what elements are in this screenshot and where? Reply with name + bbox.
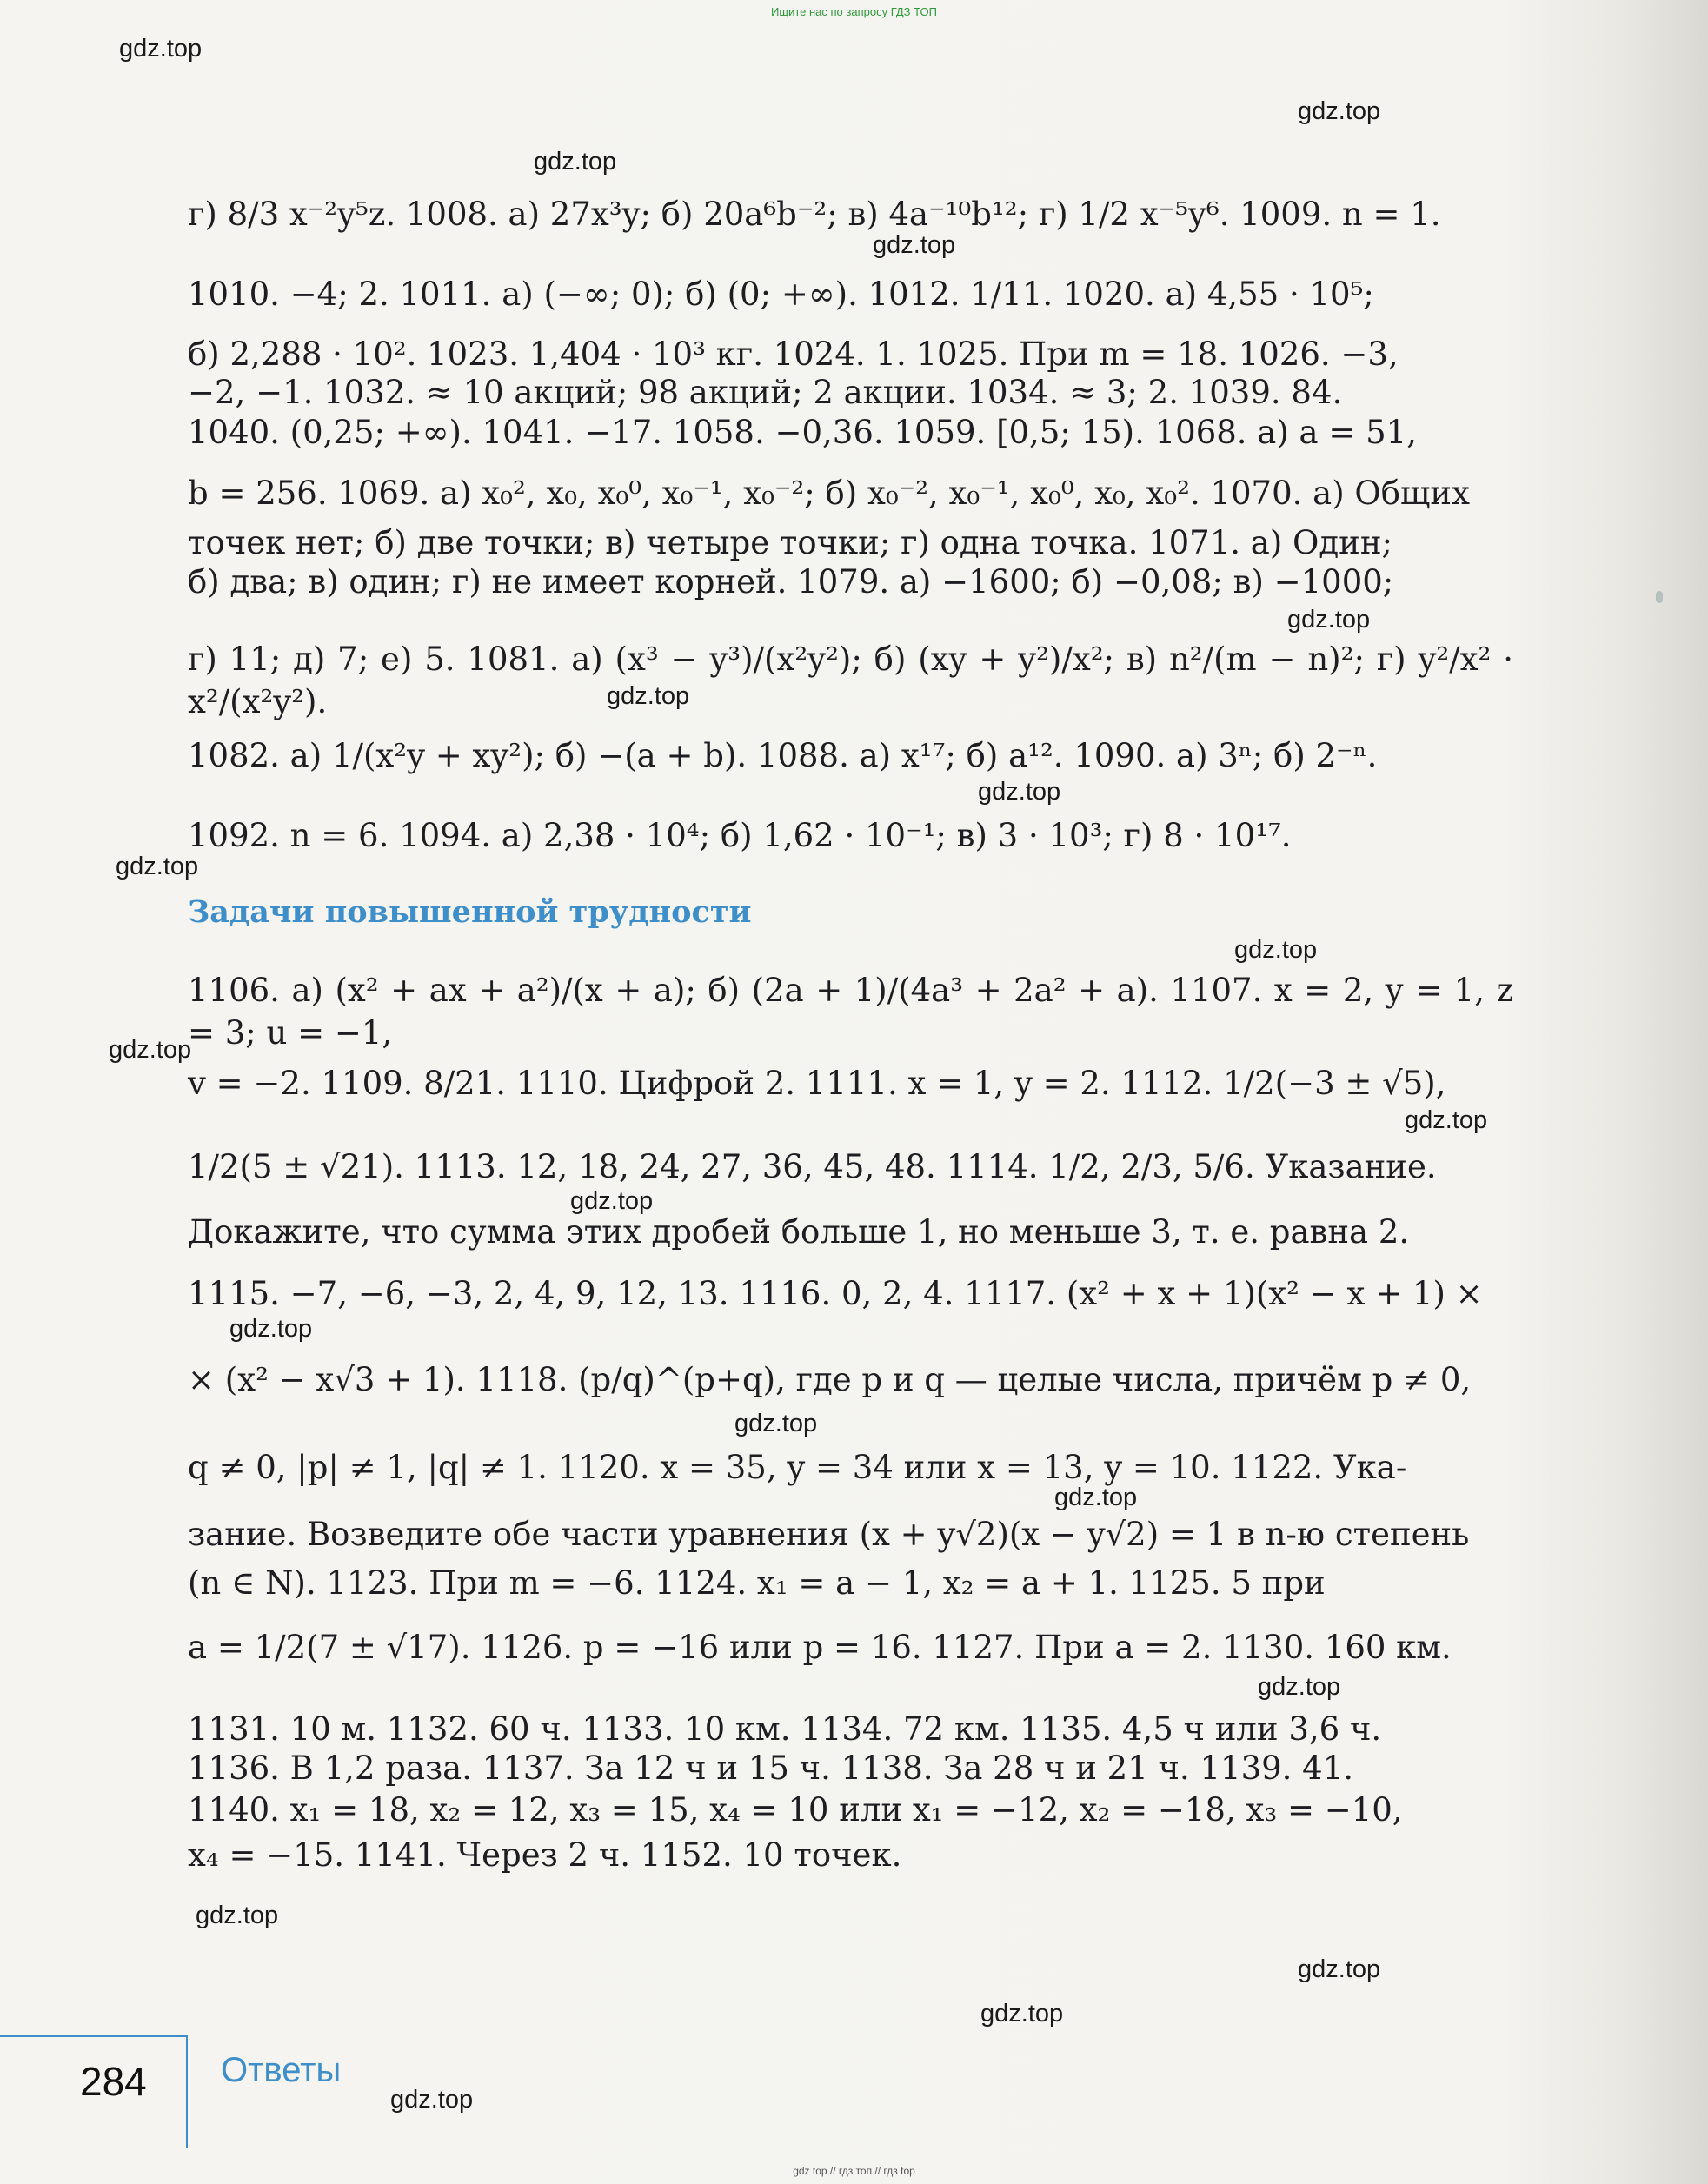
page-speck <box>1656 591 1663 603</box>
watermark: gdz.top <box>734 1410 818 1437</box>
answer-line: v = −2. 1109. 8/21. 1110. Цифрой 2. 1111. x = 1, y = 2. 1112. 1/2(−3 ± √5), <box>188 1065 1446 1102</box>
answer-line: 1/2(5 ± √21). 1113. 12, 18, 24, 27, 36, 45, 48. 1114. 1/2, 2/3, 5/6. Указание. <box>188 1148 1437 1185</box>
watermark: gdz.top <box>196 1902 279 1929</box>
watermark: gdz.top <box>978 778 1061 806</box>
watermark: gdz.top <box>1258 1673 1341 1701</box>
watermark: gdz.top <box>873 231 956 259</box>
answer-line: 1136. В 1,2 раза. 1137. За 12 ч и 15 ч. 1138. За 28 ч и 21 ч. 1139. 41. <box>188 1749 1354 1787</box>
answer-line: 1040. (0,25; +∞). 1041. −17. 1058. −0,36. 1059. [0,5; 15). 1068. а) a = 51, <box>188 414 1417 451</box>
answer-line: x₄ = −15. 1141. Через 2 ч. 1152. 10 точек. <box>188 1836 902 1874</box>
answer-line: × (x² − x√3 + 1). 1118. (p/q)^(p+q), где p и q — целые числа, причём p ≠ 0, <box>188 1361 1472 1398</box>
page-number: 284 <box>80 2059 147 2104</box>
watermark: gdz.top <box>1234 936 1318 964</box>
watermark: gdz.top <box>980 2000 1064 2028</box>
answer-line: точек нет; б) две точки; в) четыре точки; г) одна точка. 1071. а) Один; <box>188 524 1392 561</box>
watermark: gdz.top <box>1298 1955 1381 1983</box>
answer-line: зание. Возведите обе части уравнения (x + y√2)(x − y√2) = 1 в n-ю степень <box>188 1516 1470 1553</box>
watermark: gdz.top <box>607 682 690 710</box>
footer-rule <box>0 2035 186 2037</box>
answer-line: 1131. 10 м. 1132. 60 ч. 1133. 10 км. 1134. 72 км. 1135. 4,5 ч или 3,6 ч. <box>188 1710 1382 1748</box>
watermark: gdz.top <box>109 1036 192 1064</box>
answer-line: г) 11; д) 7; е) 5. 1081. а) (x³ − y³)/(x²y²); б) (xy + y²)/x²; в) n²/(m − n)²; г) y²/x² · x²/(x²y²). <box>188 641 1513 720</box>
answer-line: г) 8/3 x⁻²y⁵z. 1008. а) 27x³y; б) 20a⁶b⁻²; в) 4a⁻¹⁰b¹²; г) 1/2 x⁻⁵y⁶. 1009. n = 1. <box>188 196 1441 233</box>
section-heading: Задачи повышенной трудности <box>188 894 752 930</box>
watermark: gdz.top <box>390 2086 474 2114</box>
watermark: gdz.top <box>570 1187 654 1215</box>
answer-line: 1115. −7, −6, −3, 2, 4, 9, 12, 13. 1116. 0, 2, 4. 1117. (x² + x + 1)(x² − x + 1) × <box>188 1275 1483 1312</box>
watermark: gdz.top <box>1405 1106 1488 1134</box>
footer-section-title: Ответы <box>221 2051 342 2089</box>
answer-line: 1010. −4; 2. 1011. а) (−∞; 0); б) (0; +∞). 1012. 1/11. 1020. а) 4,55 · 10⁵; <box>188 275 1374 313</box>
bottom-banner: gdz top // гдз топ // гдз top <box>793 2165 915 2177</box>
watermark: gdz.top <box>1287 606 1371 634</box>
answer-line: 1082. а) 1/(x²y + xy²); б) −(a + b). 1088. а) x¹⁷; б) a¹². 1090. а) 3ⁿ; б) 2⁻ⁿ. <box>188 737 1378 774</box>
answer-line: Докажите, что сумма этих дробей больше 1, но меньше 3, т. е. равна 2. <box>188 1213 1410 1251</box>
answer-line: −2, −1. 1032. ≈ 10 акций; 98 акций; 2 акции. 1034. ≈ 3; 2. 1039. 84. <box>188 374 1343 411</box>
answer-line: б) два; в) один; г) не имеет корней. 1079. а) −1600; б) −0,08; в) −1000; <box>188 563 1394 601</box>
answer-line: 1106. а) (x² + ax + a²)/(x + a); б) (2a + 1)/(4a³ + 2a² + a). 1107. x = 2, y = 1, z = 3; u = −1, <box>188 972 1513 1052</box>
watermark: gdz.top <box>119 35 203 63</box>
answer-line: 1092. n = 6. 1094. а) 2,38 · 10⁴; б) 1,62 · 10⁻¹; в) 3 · 10³; г) 8 · 10¹⁷. <box>188 817 1292 854</box>
answer-line: q ≠ 0, |p| ≠ 1, |q| ≠ 1. 1120. x = 35, y = 34 или x = 13, y = 10. 1122. Ука- <box>188 1449 1407 1486</box>
watermark: gdz.top <box>116 853 199 880</box>
answer-line: a = 1/2(7 ± √17). 1126. p = −16 или p = 16. 1127. При a = 2. 1130. 160 км. <box>188 1629 1452 1666</box>
top-banner: Ищите нас по запросу ГДЗ ТОП <box>771 5 937 18</box>
answer-line: (n ∈ N). 1123. При m = −6. 1124. x₁ = a − 1, x₂ = a + 1. 1125. 5 при <box>188 1564 1326 1602</box>
footer-divider <box>186 2035 188 2148</box>
answer-line: b = 256. 1069. а) x₀², x₀, x₀⁰, x₀⁻¹, x₀⁻²; б) x₀⁻², x₀⁻¹, x₀⁰, x₀, x₀². 1070. а) Общих <box>188 475 1470 512</box>
watermark: gdz.top <box>1054 1484 1138 1511</box>
watermark: gdz.top <box>534 148 617 176</box>
watermark: gdz.top <box>1298 97 1381 125</box>
watermark: gdz.top <box>229 1315 313 1343</box>
answer-line: б) 2,288 · 10². 1023. 1,404 · 10³ кг. 1024. 1. 1025. При m = 18. 1026. −3, <box>188 335 1399 373</box>
answer-line: 1140. x₁ = 18, x₂ = 12, x₃ = 15, x₄ = 10 или x₁ = −12, x₂ = −18, x₃ = −10, <box>188 1791 1403 1829</box>
